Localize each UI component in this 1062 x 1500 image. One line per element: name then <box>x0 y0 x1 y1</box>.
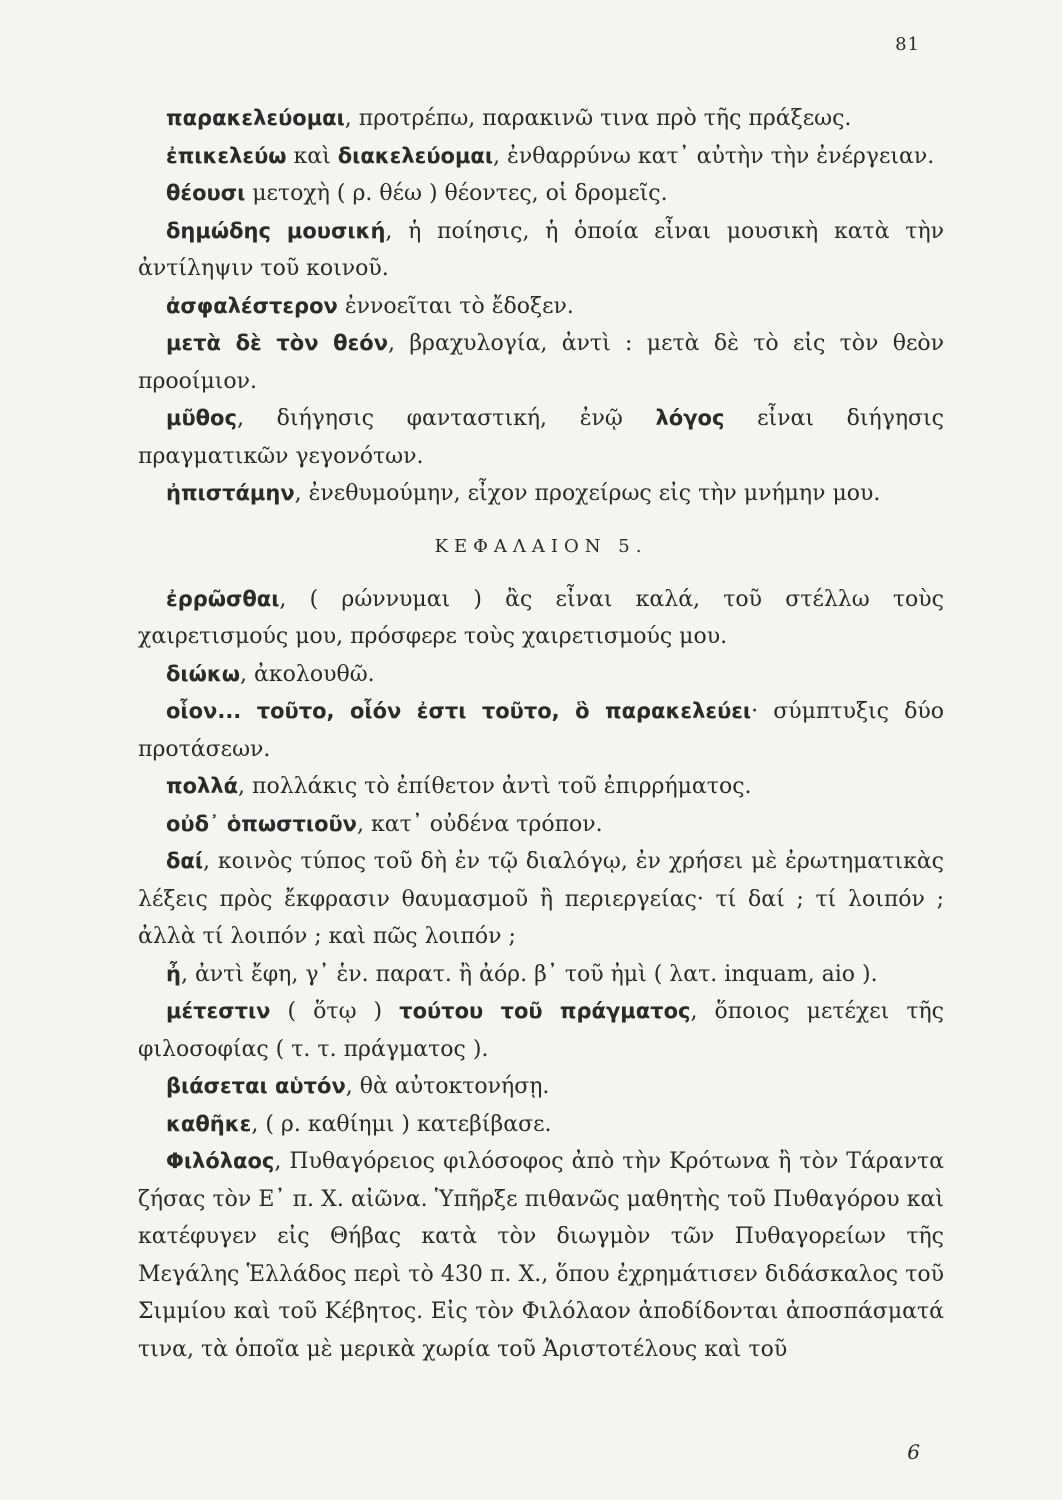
entry-epikeleuo <box>138 138 944 176</box>
entry-gloss: , κατ᾽ οὐδένα τρόπον. <box>357 811 603 837</box>
entry-gloss: ( ὅτῳ ) <box>270 999 400 1024</box>
entry-theousi <box>138 175 944 213</box>
entry-term: ἐρρῶσθαι <box>166 586 280 611</box>
entry-term: διώκω <box>166 661 241 686</box>
entry-hoion-touto <box>138 693 944 768</box>
entry-metestin <box>138 993 944 1068</box>
entry-e <box>138 956 944 994</box>
entry-gloss: , διήγησις φανταστική, ἐνῷ <box>236 406 656 431</box>
entry-term: μέτεστιν <box>166 999 271 1023</box>
entry-term: ἀσφαλέστερον <box>166 293 338 318</box>
entry-gloss: καὶ <box>286 143 338 169</box>
entry-gloss-secondary: , ὅποιος μετέχει τῆς φιλοσοφίας ( τ. τ. πράγματος ). <box>138 999 944 1062</box>
entry-polla <box>138 768 944 806</box>
entry-term: οὐδ᾽ ὁπωστιοῦν <box>166 811 357 836</box>
entry-gloss-secondary: εἶναι διήγησις πραγματικῶν γεγονότων. <box>138 406 944 469</box>
signature-mark: 6 <box>907 1440 920 1464</box>
entry-gloss: · σύμπτυξις δύο προτάσεων. <box>138 699 944 762</box>
entry-term: μετὰ δὲ τὸν θεόν <box>166 331 389 355</box>
entry-term-secondary: λόγος <box>655 406 725 430</box>
entry-gloss: , προτρέπω, παρακινῶ τινα πρὸ τῆς πράξεως. <box>344 106 852 131</box>
entry-gloss: , πολλάκις τὸ ἐπίθετον ἀντὶ τοῦ ἐπιρρήματος. <box>238 774 752 799</box>
page-number: 81 <box>895 34 920 55</box>
entry-gloss: , ἀντὶ ἔφη, γ᾽ ἑν. παρατ. ἢ ἀόρ. β᾽ τοῦ ἠμὶ ( λατ. inquam, aio ). <box>180 961 878 987</box>
entry-term: βιάσεται αὑτόν <box>166 1074 346 1098</box>
entry-oud-hopostioun <box>138 806 944 844</box>
entry-term-secondary: τούτου τοῦ πράγματος <box>399 999 691 1023</box>
entry-parakeleuomai <box>138 100 944 138</box>
entry-gloss: μετοχὴ ( ρ. θέω ) θέοντες, οἱ δρομεῖς. <box>245 181 668 206</box>
entry-term-secondary: διακελεύομαι <box>337 143 494 168</box>
entry-term: Φιλόλαος <box>166 1149 275 1173</box>
entry-term: θέουσι <box>166 181 246 205</box>
chapter-heading: ΚΕΦΑΛΑΙΟΝ 5. <box>434 535 648 557</box>
entry-gloss: , ( ρώννυμαι ) ἂς εἶναι καλά, τοῦ στέλλω τοὺς χαιρετισμούς μου, πρόσφερε τοὺς χαιρετισμούς μου. <box>138 586 944 649</box>
entry-gloss: , θὰ αὐτοκτονήσῃ. <box>345 1074 550 1099</box>
entry-epistamen <box>138 475 944 513</box>
entry-gloss: , ἐνεθυμούμην, εἶχον προχείρως εἰς τὴν μνήμην μου. <box>294 481 881 506</box>
entry-term: πολλά <box>166 774 239 798</box>
entry-gloss: , ἡ ποίησις, ἡ ὁποία εἶναι μουσικὴ κατὰ τὴν ἀντίληψιν τοῦ κοινοῦ. <box>138 218 945 281</box>
entry-biasetai-hauton <box>138 1068 944 1106</box>
entry-gloss: , Πυθαγόρειος φιλόσοφος ἀπὸ τὴν Κρότωνα ἢ τὸν Τάραντα ζήσας τὸν Ε᾽ π. Χ. αἰῶνα. Ὑπῆρξε πιθανῶς μαθητὴς τοῦ Πυθαγόρου καὶ κατέφυγεν εἰς Θήβας κατὰ τὸν διωγμὸν τῶν Πυθαγορείων τῆς Μεγάλης Ἑλλάδος περὶ τὸ 430 π. Χ., ὅπου ἐχρημάτισεν διδάσκαλος τοῦ Σιμμίου καὶ τοῦ Κέβητος. Εἰς τὸν Φιλόλαον ἀποδίδονται ἀποσπάσματά τινα, τὰ ὁποῖα μὲ μερικὰ χωρία τοῦ Ἀριστοτέλους καὶ τοῦ <box>138 1149 944 1362</box>
entry-dai <box>138 843 944 956</box>
entry-gloss: , κοινὸς τύπος τοῦ δὴ ἐν τῷ διαλόγῳ, ἐν χρήσει μὲ ἐρωτηματικὰς λέξεις πρὸς ἔκφρασιν θαυμασμοῦ ἢ περιεργείας· τί δαί ; τί λοιπόν ; ἀλλὰ τί λοιπόν ; καὶ πῶς λοιπόν ; <box>138 849 944 949</box>
entry-katheke <box>138 1106 944 1144</box>
glossary-entries-bottom <box>138 581 944 1369</box>
entry-term: καθῆκε <box>166 1111 252 1136</box>
entry-mythos <box>138 400 944 475</box>
entry-term: ἦ <box>166 961 181 986</box>
glossary-entries-top <box>138 100 944 513</box>
entry-term: δαί <box>166 849 204 873</box>
entry-asphalesteron <box>138 288 944 326</box>
entry-meta-de-ton-theon <box>138 325 944 400</box>
entry-term: ἐπικελεύω <box>166 143 287 168</box>
entry-gloss: , ἀκολουθῶ. <box>240 661 375 687</box>
page-body <box>138 100 944 1368</box>
entry-gloss: ἐννοεῖται τὸ ἔδοξεν. <box>337 293 574 319</box>
entry-philolaos <box>138 1143 944 1368</box>
entry-term: δημώδης μουσική <box>166 218 386 243</box>
entry-dioko <box>138 656 944 694</box>
entry-demodes-mousike <box>138 213 944 288</box>
entry-gloss: , βραχυλογία, ἀντὶ : μετὰ δὲ τὸ εἰς τὸν θεὸν προοίμιον. <box>138 331 944 394</box>
entry-term: οἷον... τοῦτο, οἷόν ἐστι τοῦτο, ὃ παρακελεύει <box>166 699 752 723</box>
entry-errosthai <box>138 581 944 656</box>
entry-gloss: , ( ρ. καθίημι ) κατεβίβασε. <box>251 1111 552 1137</box>
entry-term: παρακελεύομαι <box>166 106 345 130</box>
entry-term: ἠπιστάμην <box>166 481 295 505</box>
entry-term: μῦθος <box>166 406 237 430</box>
entry-gloss-secondary: , ἐνθαρρύνω κατ᾽ αὐτὴν τὴν ἐνέργειαν. <box>493 143 935 169</box>
